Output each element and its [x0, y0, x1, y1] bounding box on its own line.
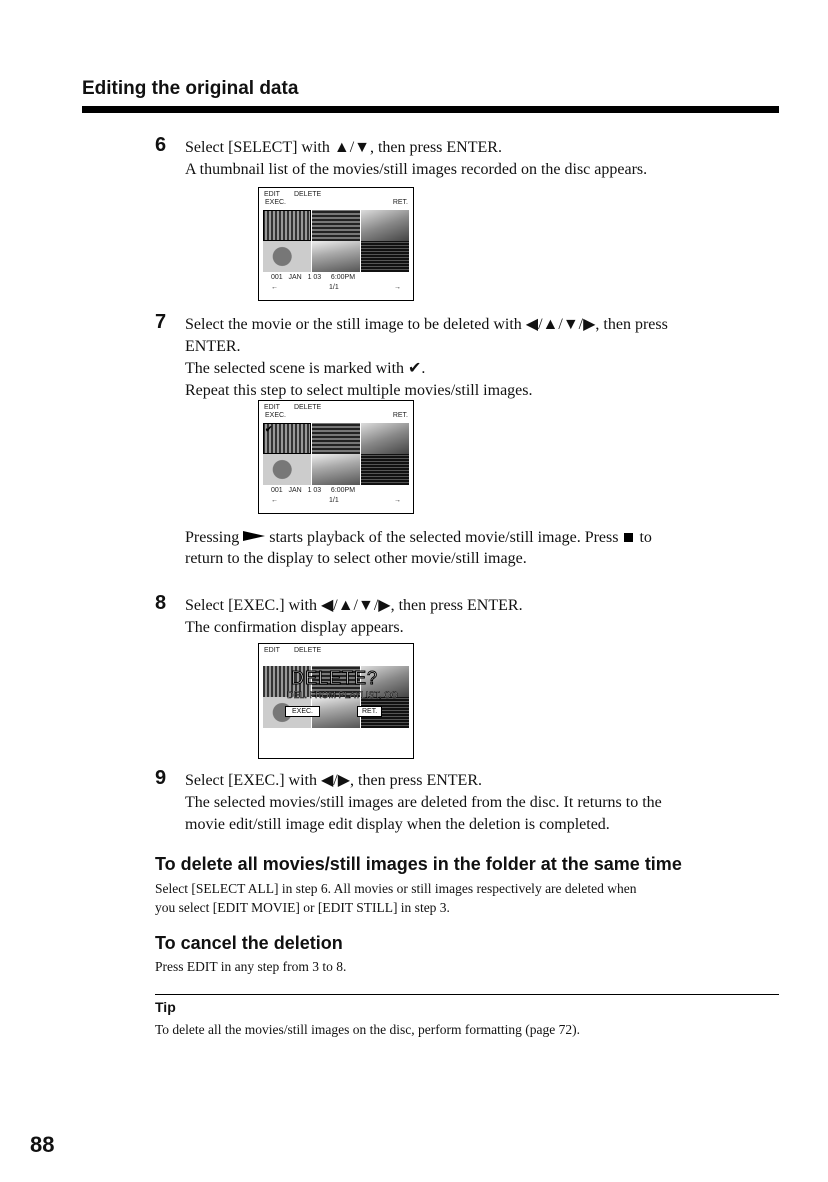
selection-frame	[263, 210, 311, 241]
thumbnail	[361, 454, 409, 485]
thumbnail-grid	[263, 210, 409, 272]
step-text: movie edit/still image edit display when the deletion is completed.	[185, 816, 610, 833]
screen-edit-label: EDIT	[264, 404, 280, 411]
thumbnail	[263, 241, 311, 272]
screen-date: 001 JAN 1 03 6:00PM	[271, 274, 356, 281]
prev-arrow-icon: ←	[271, 284, 278, 291]
screen-page: 1/1	[329, 284, 339, 291]
screen-exec-label: EXEC.	[265, 199, 287, 206]
confirm-title: DELETE?	[291, 668, 379, 688]
screen-edit-label: EDIT	[264, 191, 280, 198]
stop-button-icon	[624, 533, 633, 542]
step-text: Select [EXEC.] with ◀/▲/▼/▶, then press ENTER.	[185, 597, 523, 614]
screen-exec-label: EXEC.	[265, 412, 287, 419]
play-button-icon	[243, 526, 265, 548]
thumbnail	[312, 210, 360, 241]
tip-rule	[155, 994, 779, 995]
prev-arrow-icon: ←	[271, 497, 278, 504]
step-text: ENTER.	[185, 338, 241, 355]
screen-delete-label: DELETE	[293, 647, 322, 654]
note-line: return to the display to select other movie/still image.	[185, 550, 527, 567]
step-text: The selected movies/still images are deleted from the disc. It returns to the	[185, 794, 662, 811]
screen-page: 1/1	[329, 497, 339, 504]
step-text: The selected scene is marked with ✔.	[185, 360, 426, 377]
page-number: 88	[30, 1132, 55, 1157]
screen-delete-label: DELETE	[293, 404, 322, 411]
step-text: Repeat this step to select multiple movies/still images.	[185, 382, 533, 399]
section-text: you select [EDIT MOVIE] or [EDIT STILL] in step 3.	[155, 900, 450, 915]
thumbnail-grid	[263, 423, 409, 485]
step-text: Select the movie or the still image to be deleted with ◀/▲/▼/▶, then press	[185, 316, 668, 333]
step-number: 9	[155, 767, 167, 789]
note-text: starts playback of the selected movie/still image. Press	[269, 529, 619, 546]
page-header: Editing the original data	[82, 78, 299, 99]
note-line	[185, 526, 652, 549]
confirm-exec-button[interactable]: EXEC.	[285, 706, 320, 717]
screen-date: 001 JAN 1 03 6:00PM	[271, 487, 356, 494]
step-number: 7	[155, 311, 167, 333]
section-heading: To delete all movies/still images in the folder at the same time	[155, 854, 682, 874]
thumbnail	[361, 210, 409, 241]
note-text: Pressing	[185, 529, 240, 546]
step-text: Select [SELECT] with ▲/▼, then press ENTER.	[185, 139, 502, 156]
screen-ret-label: RET.	[392, 412, 408, 419]
header-rule	[82, 106, 779, 113]
step-text: Select [EXEC.] with ◀/▶, then press ENTER.	[185, 772, 482, 789]
thumbnail	[263, 210, 311, 241]
step-text: The confirmation display appears.	[185, 619, 404, 636]
screen-delete-label: DELETE	[293, 191, 322, 198]
step-number: 8	[155, 592, 167, 614]
thumbnail	[361, 241, 409, 272]
section-text: Press EDIT in any step from 3 to 8.	[155, 959, 347, 974]
screen-confirmation	[258, 643, 414, 759]
thumbnail	[361, 423, 409, 454]
section-text: Select [SELECT ALL] in step 6. All movies or still images respectively are deleted when	[155, 881, 637, 896]
note-text: to	[639, 529, 652, 546]
thumbnail	[312, 241, 360, 272]
check-mark-icon: ✔	[265, 424, 273, 434]
thumbnail	[312, 454, 360, 485]
thumbnail	[312, 423, 360, 454]
tip-text: To delete all the movies/still images on the disc, perform formatting (page 72).	[155, 1022, 580, 1037]
screen-thumbnail-selected	[258, 400, 414, 514]
next-arrow-icon: →	[394, 284, 401, 291]
confirm-subtitle: DEL. FROM PLAYLIST, OO	[287, 690, 398, 700]
thumbnail	[263, 454, 311, 485]
tip-label: Tip	[155, 999, 176, 1015]
step-number: 6	[155, 134, 167, 156]
screen-edit-label: EDIT	[264, 647, 280, 654]
section-heading: To cancel the deletion	[155, 933, 343, 953]
step-text: A thumbnail list of the movies/still images recorded on the disc appears.	[185, 161, 648, 178]
thumbnail	[263, 423, 311, 454]
screen-thumbnail-list	[258, 187, 414, 301]
next-arrow-icon: →	[394, 497, 401, 504]
screen-ret-label: RET.	[392, 199, 408, 206]
confirm-ret-button[interactable]: RET.	[357, 706, 382, 717]
